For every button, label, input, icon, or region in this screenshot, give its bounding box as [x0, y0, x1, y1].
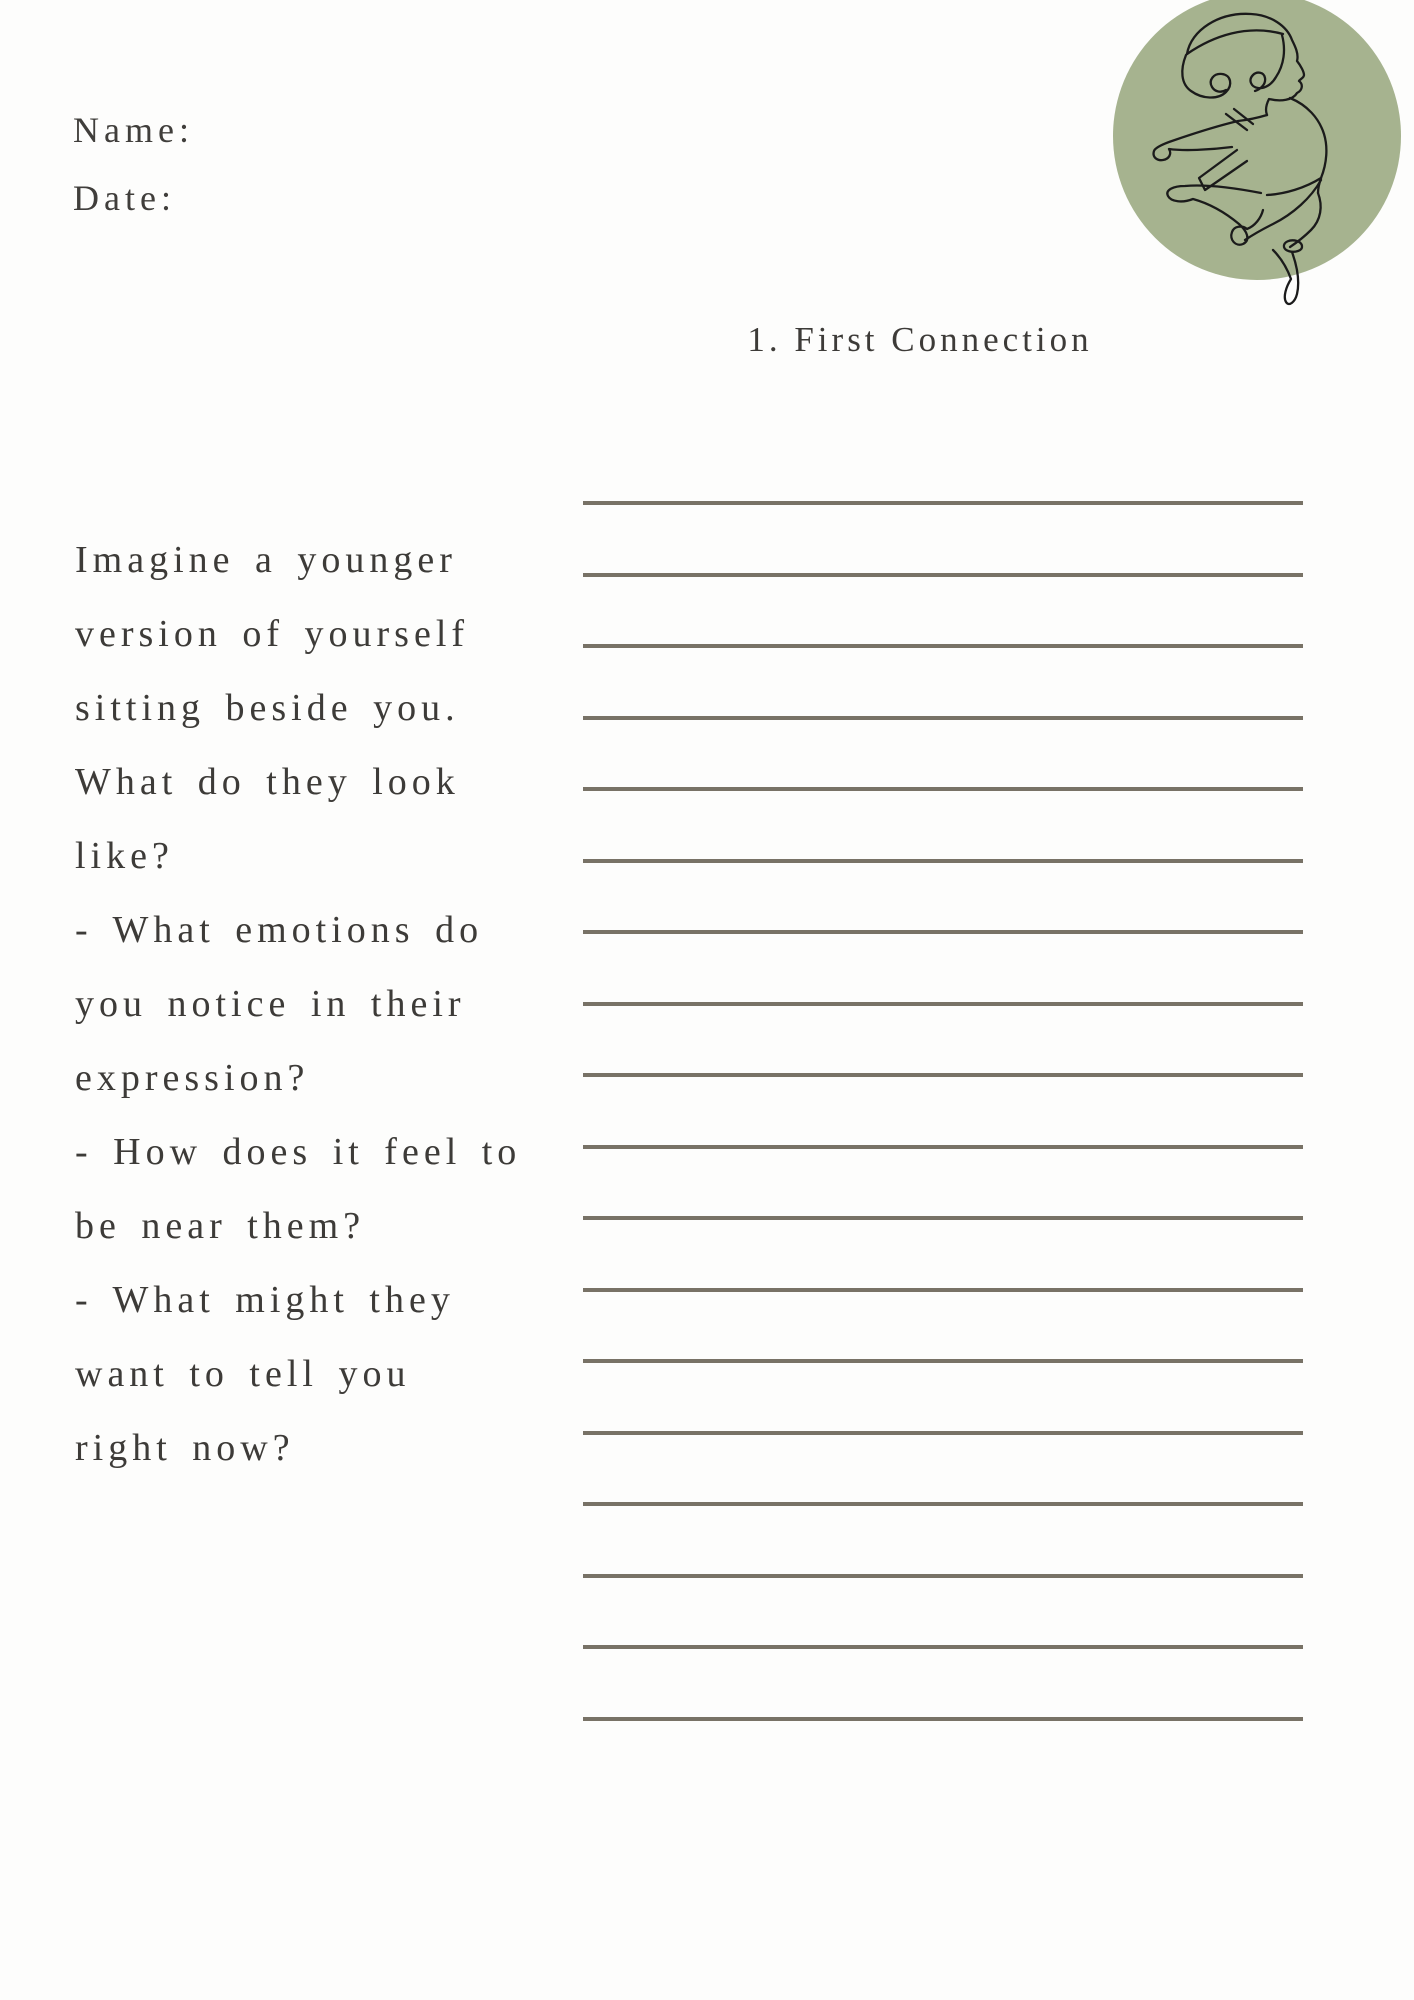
prompt-line: What do they look: [75, 761, 460, 803]
writing-line: [583, 930, 1303, 934]
prompt-line: - What emotions do: [75, 909, 484, 951]
prompt-line: - What might they: [75, 1279, 455, 1321]
prompt-line: Imagine a younger: [75, 539, 457, 581]
writing-line: [583, 1002, 1303, 1006]
name-date-block: [73, 96, 194, 232]
prompt-line: - How does it feel to: [75, 1131, 522, 1173]
prompt-line: you notice in their: [75, 983, 466, 1025]
writing-line: [583, 1359, 1303, 1363]
writing-line: [583, 1574, 1303, 1578]
writing-line: [583, 644, 1303, 648]
writing-line: [583, 1145, 1303, 1149]
writing-line: [583, 1288, 1303, 1292]
prompt-line: be near them?: [75, 1205, 366, 1247]
prompt-line: version of yourself: [75, 613, 470, 655]
writing-line: [583, 787, 1303, 791]
date-label: Date:: [73, 178, 176, 218]
prompt-line: want to tell you: [75, 1353, 411, 1395]
page-title: 1. First Connection: [747, 320, 1093, 359]
writing-line: [583, 716, 1303, 720]
writing-line: [583, 1431, 1303, 1435]
writing-line: [583, 1073, 1303, 1077]
writing-line: [583, 859, 1303, 863]
prompt-line: like?: [75, 835, 174, 877]
prompt-line: expression?: [75, 1057, 310, 1099]
prompt-text: [75, 523, 545, 1485]
writing-line: [583, 501, 1303, 505]
writing-line: [583, 1645, 1303, 1649]
writing-line: [583, 1216, 1303, 1220]
writing-lines-area: [583, 501, 1303, 1721]
prompt-line: sitting beside you.: [75, 687, 460, 729]
writing-line: [583, 1717, 1303, 1721]
writing-line: [583, 1502, 1303, 1506]
name-label: Name:: [73, 110, 194, 150]
writing-line: [583, 573, 1303, 577]
prompt-line: right now?: [75, 1427, 295, 1469]
child-jumping-line-art-illustration: [1085, 0, 1414, 348]
